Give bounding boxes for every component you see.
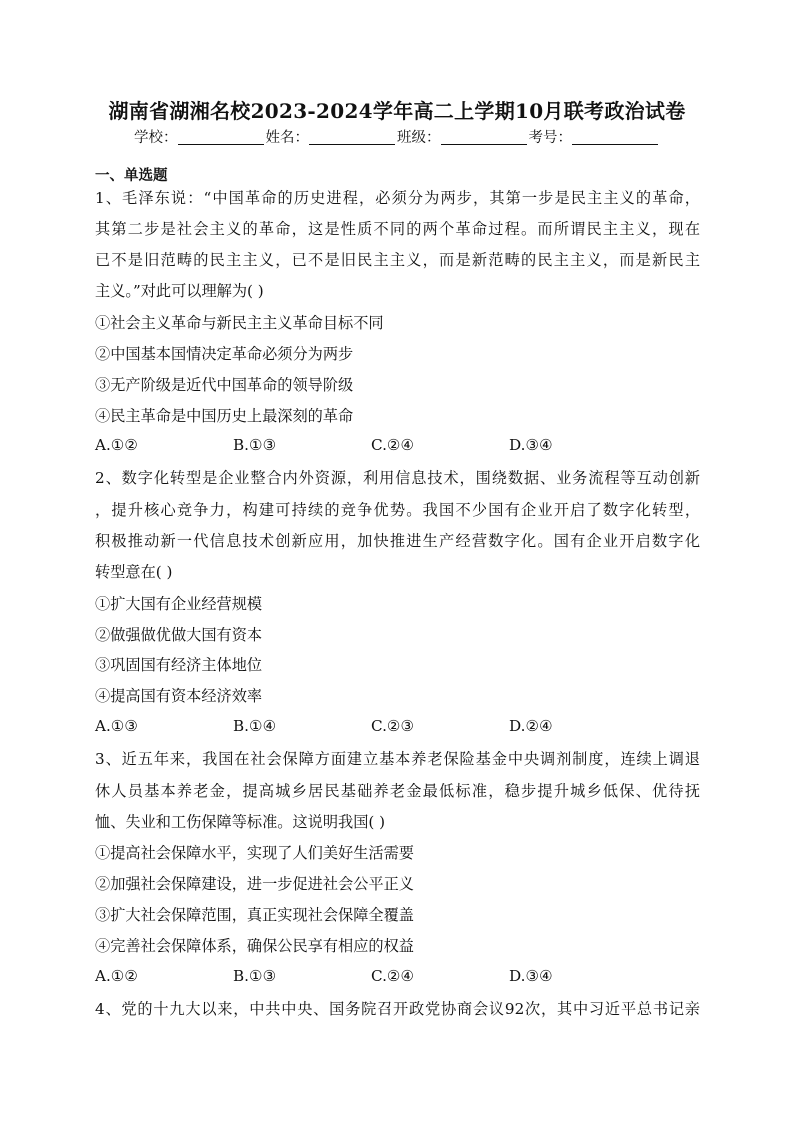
name-field <box>266 126 398 147</box>
question-1-option-a[interactable]: A.①② <box>95 436 139 454</box>
question-2-line-2: ，提升核心竞争力，构建可持续的竞争优势。我国不少国有企业开启了数字化转型， <box>95 501 700 519</box>
school-label: 学校： <box>134 130 178 146</box>
question-4-line-1: 4、党的十九大以来，中共中央、国务院召开政党协商会议92次，其中习近平总书记亲 <box>95 1000 700 1018</box>
question-3-line-1: 3、近五年来，我国在社会保障方面建立基本养老保险基金中央调剂制度，连续上调退 <box>95 750 700 768</box>
question-1-statement-4: ④民主革命是中国历史上最深刻的革命 <box>95 407 354 425</box>
class-blank[interactable] <box>441 130 527 145</box>
question-2-option-a[interactable]: A.①③ <box>95 717 139 735</box>
question-2-statement-3: ③巩固国有经济主体地位 <box>95 656 263 674</box>
question-2-statement-4: ④提高国有资本经济效率 <box>95 687 263 705</box>
exam-number-blank[interactable] <box>572 130 658 145</box>
question-3-line-3: 恤、失业和工伤保障等标准。这说明我国( ) <box>95 813 386 831</box>
exam-title: 湖南省湖湘名校2023-2024学年高二上学期10月联考政治试卷 <box>108 99 686 123</box>
question-1-line-1: 1、毛泽东说：“中国革命的历史进程，必须分为两步，其第一步是民主主义的革命， <box>95 189 700 207</box>
question-2-option-b[interactable]: B.①④ <box>233 717 277 735</box>
question-1-option-b[interactable]: B.①③ <box>233 436 277 454</box>
question-3-option-b[interactable]: B.①③ <box>233 967 277 985</box>
question-1-line-4: 主义。”对此可以理解为( ) <box>95 282 264 300</box>
question-3-statement-4: ④完善社会保障体系，确保公民享有相应的权益 <box>95 937 414 955</box>
student-info-row <box>0 126 794 147</box>
school-blank[interactable] <box>178 130 264 145</box>
exam-number-field <box>529 126 661 147</box>
question-1-line-3: 已不是旧范畴的民主主义，已不是旧民主主义，而是新范畴的民主主义，而是新民主 <box>95 251 700 269</box>
question-2-statement-1: ①扩大国有企业经营规模 <box>95 595 263 613</box>
question-2-line-4: 转型意在( ) <box>95 563 173 581</box>
question-2-option-c[interactable]: C.②③ <box>371 717 415 735</box>
question-3-line-2: 休人员基本养老金，提高城乡居民基础养老金最低标准，稳步提升城乡低保、优待抚 <box>95 782 700 800</box>
section-title: 一、单选题 <box>95 167 168 184</box>
question-3-statement-1: ①提高社会保障水平，实现了人们美好生活需要 <box>95 844 414 862</box>
question-2-line-3: 积极推动新一代信息技术创新应用，加快推进生产经营数字化。国有企业开启数字化 <box>95 532 700 550</box>
question-3-option-c[interactable]: C.②④ <box>371 967 415 985</box>
question-1-option-d[interactable]: D.③④ <box>509 436 553 454</box>
question-1-line-2: 其第二步是社会主义的革命，这是性质不同的两个革命过程。而所谓民主主义，现在 <box>95 220 700 238</box>
school-field <box>134 126 266 147</box>
class-label: 班级： <box>397 130 441 146</box>
exam-number-label: 考号： <box>528 130 572 146</box>
question-3-statement-2: ②加强社会保障建设，进一步促进社会公平正义 <box>95 875 414 893</box>
question-1-statement-1: ①社会主义革命与新民主主义革命目标不同 <box>95 314 384 332</box>
question-1-statement-3: ③无产阶级是近代中国革命的领导阶级 <box>95 376 354 394</box>
name-label: 姓名： <box>265 130 309 146</box>
question-2-option-d[interactable]: D.②④ <box>509 717 553 735</box>
question-1-option-c[interactable]: C.②④ <box>371 436 415 454</box>
question-3-option-a[interactable]: A.①② <box>95 967 139 985</box>
question-2-statement-2: ②做强做优做大国有资本 <box>95 626 263 644</box>
question-3-statement-3: ③扩大社会保障范围，真正实现社会保障全覆盖 <box>95 906 414 924</box>
question-2-line-1: 2、数字化转型是企业整合内外资源，利用信息技术，围绕数据、业务流程等互动创新 <box>95 469 700 487</box>
question-3-option-d[interactable]: D.③④ <box>509 967 553 985</box>
question-1-statement-2: ②中国基本国情决定革命必须分为两步 <box>95 345 354 363</box>
class-field <box>397 126 529 147</box>
name-blank[interactable] <box>309 130 395 145</box>
